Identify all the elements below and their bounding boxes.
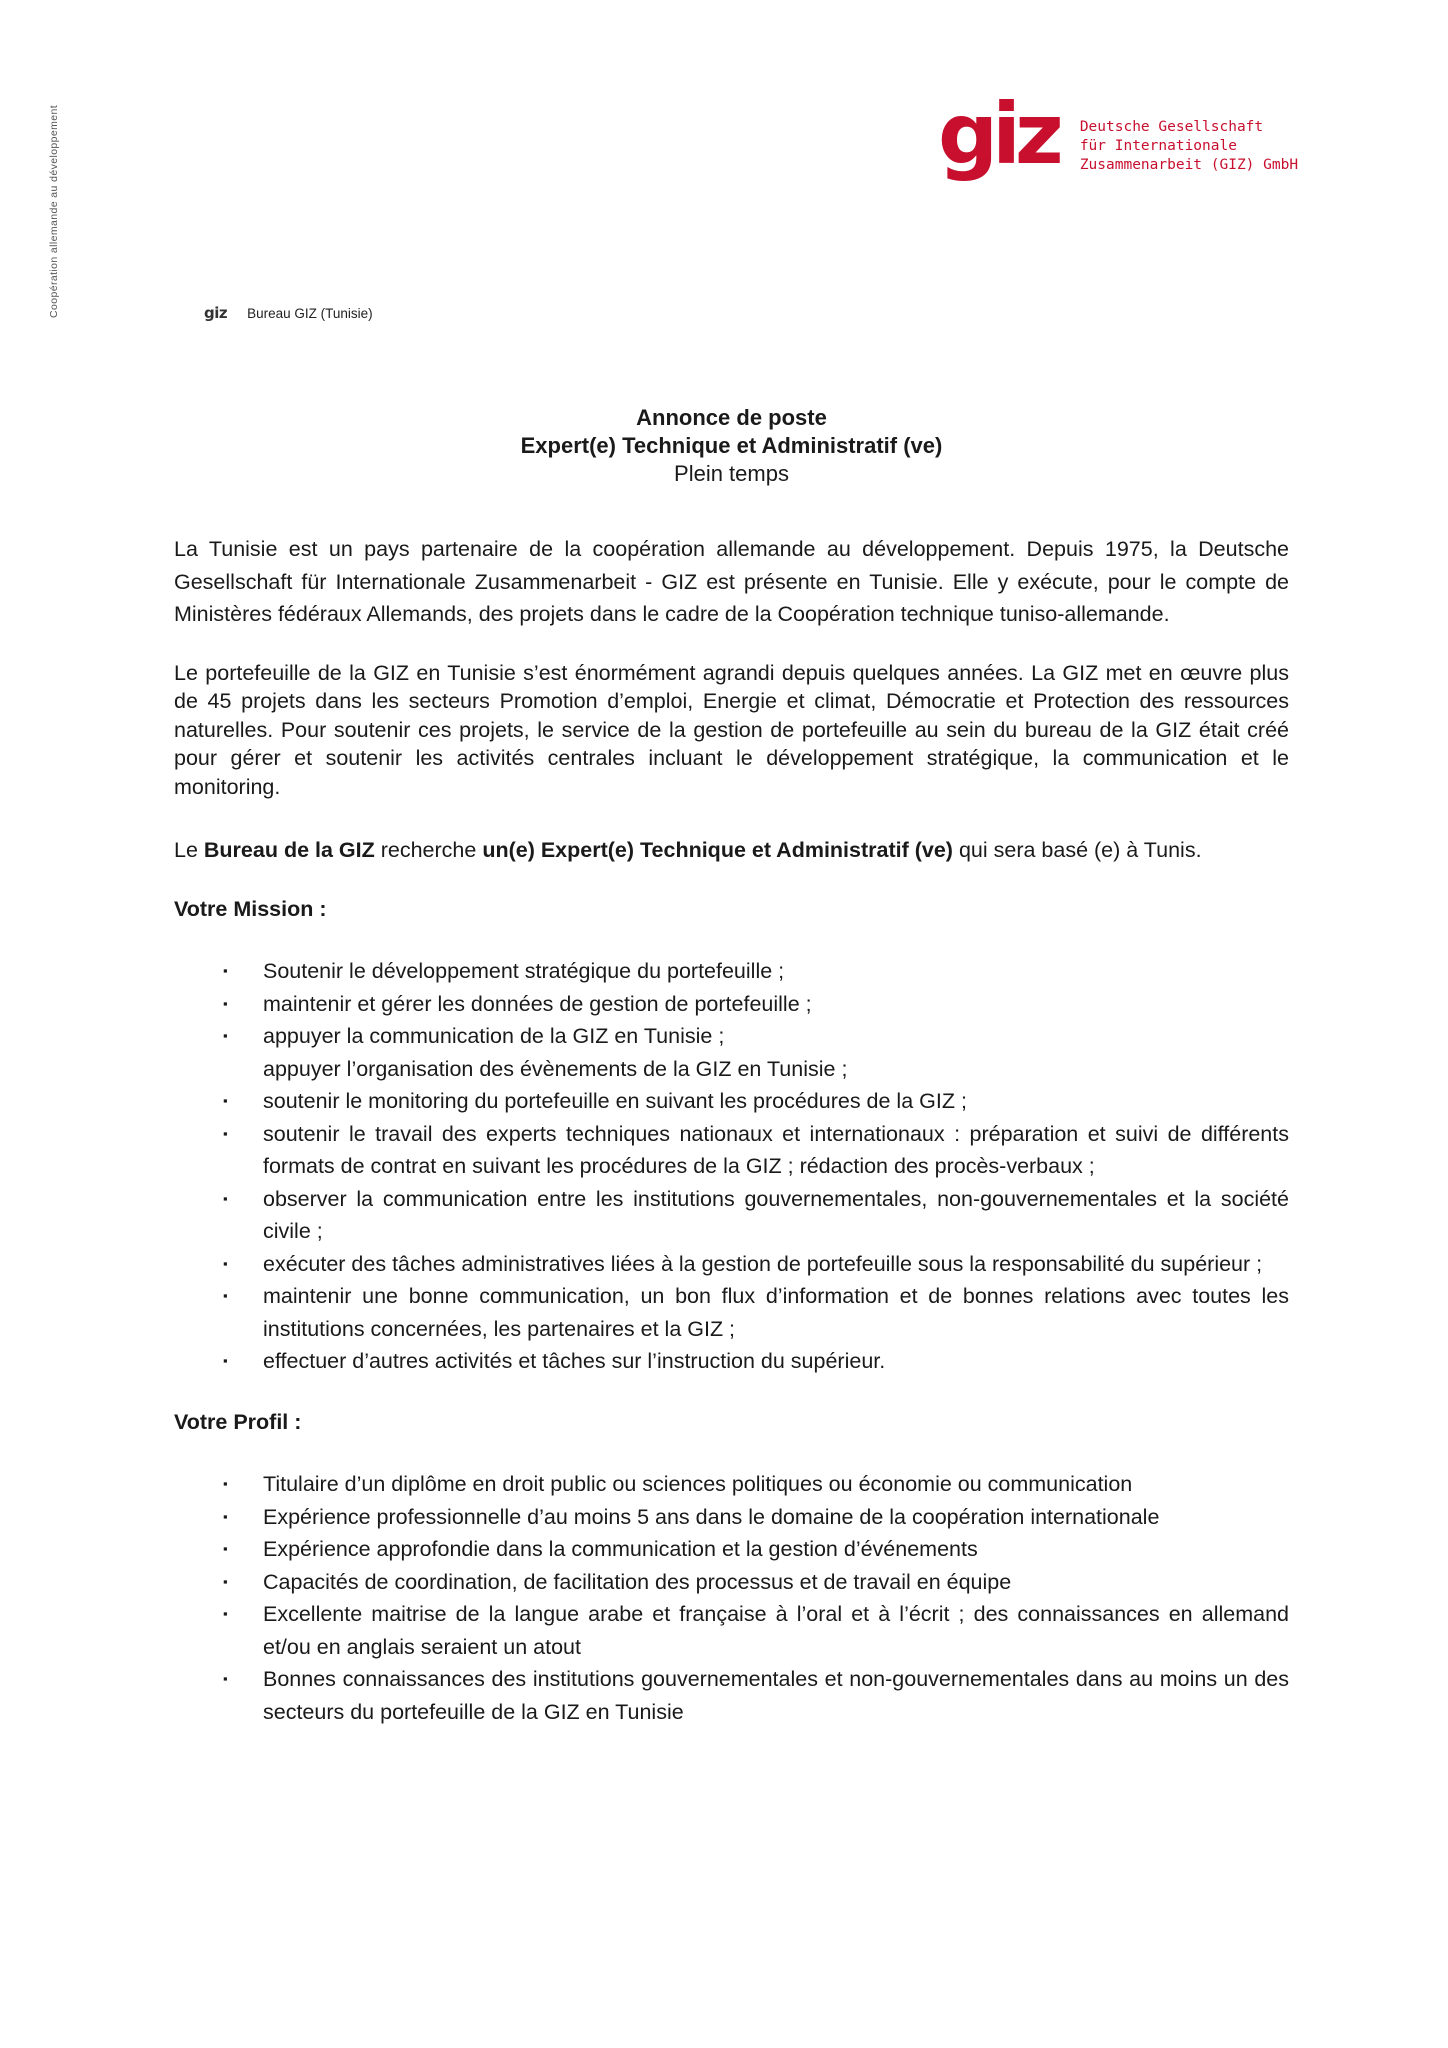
- list-item-text: appuyer l’organisation des évènements de la GIZ en Tunisie ;: [263, 1056, 848, 1081]
- search-text: recherche: [374, 838, 483, 862]
- list-item-text: soutenir le monitoring du portefeuille en suivant les procédures de la GIZ ;: [263, 1089, 967, 1113]
- search-text: Le: [174, 838, 204, 862]
- bullet-icon: ▪: [223, 1606, 228, 1621]
- giz-logo: [938, 85, 1299, 183]
- logo-line: Zusammenarbeit (GIZ) GmbH: [1079, 157, 1299, 173]
- list-item-text: Expérience professionnelle d’au moins 5 ans dans le domaine de la coopération internationale: [263, 1504, 1160, 1529]
- logo-mark: giz: [938, 85, 1058, 183]
- side-note: Coopération allemande au développement: [48, 104, 60, 318]
- logo-text: [1080, 118, 1298, 175]
- search-office: Bureau de la GIZ: [203, 838, 375, 862]
- list-item-text: Bonnes connaissances des institutions gouvernementales et non-gouvernementales dans au moins un des secteurs du portefeuille de la GIZ en Tunisie: [263, 1667, 1289, 1724]
- portfolio-paragraph: Le portefeuille de la GIZ en Tunisie s’est énormément agrandi depuis quelques années. La GIZ met en œuvre plus de 45 projets dans les secteurs Promotion d’emploi, Energie et climat, Démocratie et Protection des ressources naturelles. Pour soutenir ces projets, le service de la gestion de portefeuille au sein du bureau de la GIZ était créé pour gérer et soutenir les activités centrales incluant le développement stratégique, la communication et le monitoring.: [174, 660, 1289, 799]
- logo-line: Deutsche Gesellschaft: [1079, 119, 1264, 135]
- list-item-text: maintenir et gérer les données de gestion de portefeuille ;: [263, 991, 812, 1016]
- document-body: [174, 404, 1289, 1728]
- bullet-icon: ▪: [223, 1125, 228, 1141]
- list-item: [174, 1085, 1289, 1118]
- profile-list: [174, 1468, 1289, 1728]
- list-item: [174, 1663, 1289, 1728]
- search-position: un(e) Expert(e) Technique et Administratif (ve): [482, 838, 953, 862]
- bullet-icon: ▪: [223, 1093, 228, 1108]
- list-item-text: Soutenir le développement stratégique du portefeuille ;: [263, 959, 785, 983]
- intro-paragraph: La Tunisie est un pays partenaire de la coopération allemande au développement. Depuis 1975, la Deutsche Gesellschaft für Internationale Zusammenarbeit - GIZ est présente en Tunisie. Elle y exécute, pour le compte de Ministères fédéraux Allemands, des projets dans le cadre de la Coopération technique tuniso-allemande.: [174, 537, 1289, 626]
- list-item: [174, 1248, 1289, 1281]
- list-item: [174, 955, 1289, 988]
- list-item: [174, 1053, 1289, 1086]
- bullet-icon: ▪: [223, 1476, 228, 1491]
- mission-list: [174, 955, 1289, 1378]
- search-text: qui sera basé (e) à Tunis.: [952, 838, 1202, 862]
- list-item: [174, 1020, 1289, 1053]
- office-header: [204, 304, 373, 322]
- heading-position: Expert(e) Technique et Administratif (ve): [520, 433, 943, 458]
- bullet-icon: ▪: [223, 995, 228, 1011]
- list-item-text: effectuer d’autres activités et tâches sur l’instruction du supérieur.: [263, 1349, 886, 1373]
- bullet-icon: ▪: [223, 963, 228, 978]
- list-item-text: Titulaire d’un diplôme en droit public ou sciences politiques ou économie ou communication: [263, 1472, 1133, 1496]
- list-item: [174, 1566, 1289, 1599]
- logo-line: für Internationale: [1079, 138, 1237, 154]
- list-item: [174, 1598, 1289, 1663]
- bullet-icon: ▪: [223, 1353, 228, 1368]
- heading-schedule: Plein temps: [674, 461, 789, 486]
- list-item-text: maintenir une bonne communication, un bon flux d’information et de bonnes relations avec toutes les institutions concernées, les partenaires et la GIZ ;: [263, 1284, 1289, 1341]
- list-item: [174, 1345, 1289, 1378]
- bullet-icon: ▪: [223, 1671, 228, 1686]
- list-item: [174, 1280, 1289, 1345]
- list-item: [174, 988, 1289, 1021]
- list-item-text: Excellente maitrise de la langue arabe et française à l’oral et à l’écrit ; des connaissances en allemand et/ou en anglais seraient un atout: [263, 1602, 1289, 1659]
- bullet-icon: ▪: [223, 1541, 228, 1556]
- search-paragraph: [174, 836, 1289, 865]
- office-mark: giz: [204, 304, 228, 322]
- list-item-text: Capacités de coordination, de facilitation des processus et de travail en équipe: [263, 1569, 1012, 1594]
- list-item: [174, 1468, 1289, 1501]
- bullet-icon: ▪: [223, 1508, 228, 1524]
- bullet-icon: ▪: [223, 1573, 228, 1589]
- document-heading: [174, 404, 1289, 488]
- mission-title: Votre Mission :: [174, 896, 327, 921]
- list-item-text: appuyer la communication de la GIZ en Tunisie ;: [263, 1024, 725, 1048]
- list-item-text: exécuter des tâches administratives liées à la gestion de portefeuille sous la responsabilité du supérieur ;: [263, 1251, 1263, 1276]
- list-item: [174, 1533, 1289, 1566]
- heading-title: Annonce de poste: [636, 405, 827, 430]
- list-item: [174, 1118, 1289, 1183]
- list-item: [174, 1183, 1289, 1248]
- profile-title: Votre Profil :: [174, 1409, 302, 1434]
- list-item-text: soutenir le travail des experts techniques nationaux et internationaux : préparation et suivi de différents formats de contrat en suivant les procédures de la GIZ ; rédaction des procès-verbaux ;: [263, 1121, 1289, 1178]
- bullet-icon: ▪: [223, 1255, 228, 1271]
- bullet-icon: ▪: [223, 1190, 228, 1206]
- list-item: [174, 1501, 1289, 1534]
- office-label: Bureau GIZ (Tunisie): [247, 306, 373, 321]
- list-item-text: Expérience approfondie dans la communication et la gestion d’événements: [263, 1537, 978, 1561]
- bullet-icon: ▪: [223, 1028, 228, 1043]
- list-item-text: observer la communication entre les institutions gouvernementales, non-gouvernementales et la société civile ;: [263, 1186, 1289, 1243]
- bullet-icon: ▪: [223, 1288, 228, 1303]
